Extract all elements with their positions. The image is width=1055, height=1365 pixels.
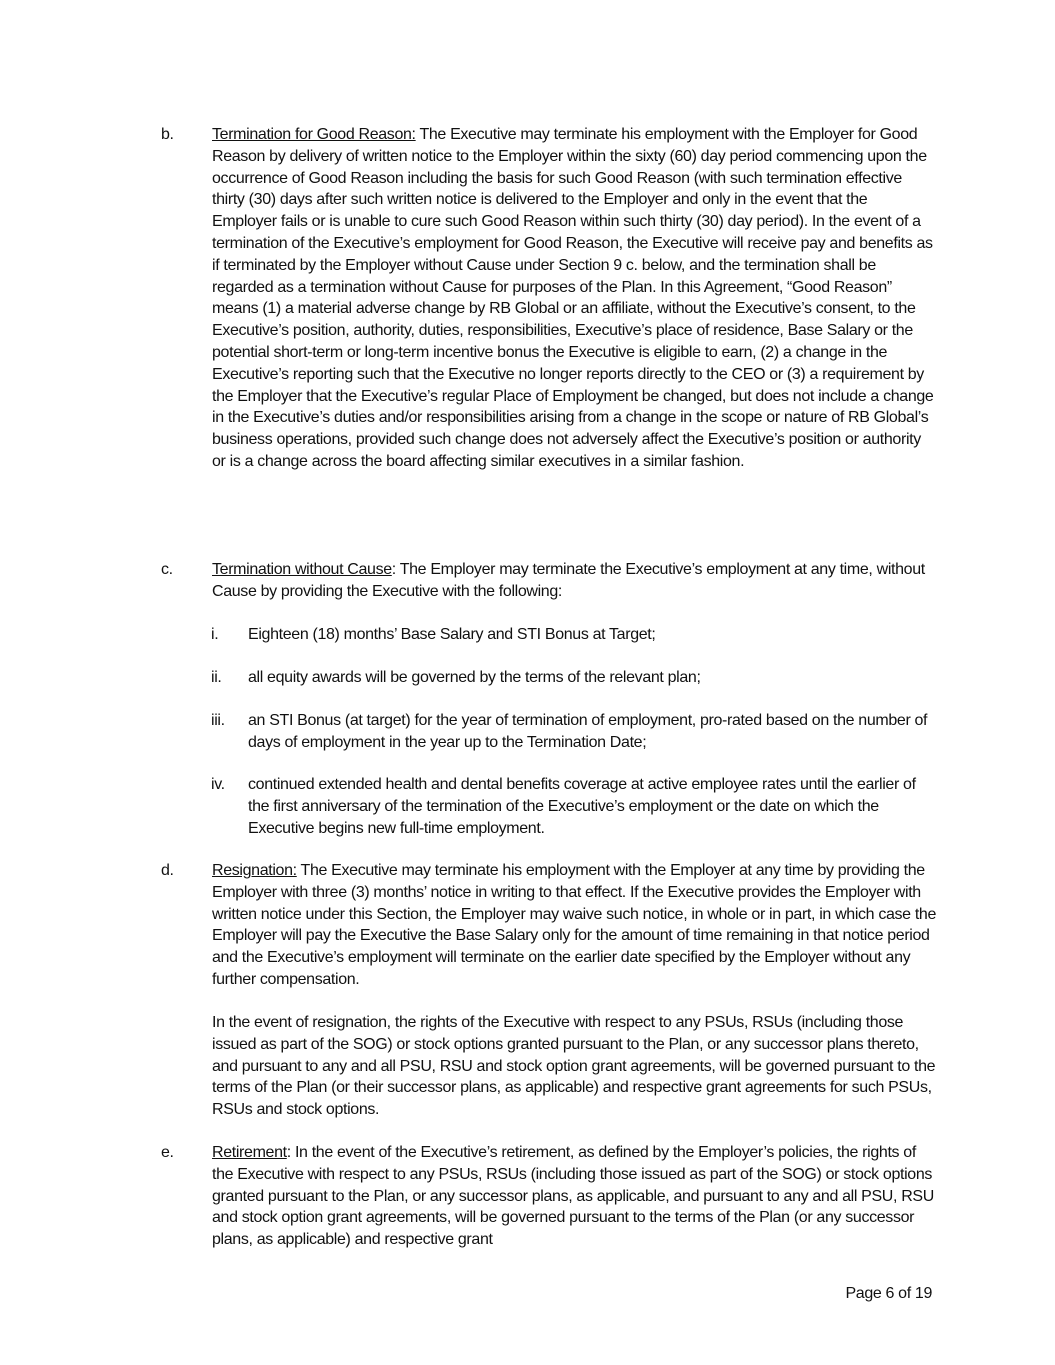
page-number: Page 6 of 19 [845,1285,932,1302]
list-item-text: an STI Bonus (at target) for the year of termination of employment, pro-rated based on the number of days of employment in the year up to the Termination Date; [248,712,928,751]
section-body [212,1142,936,1251]
list-item-text: all equity awards will be governed by the terms of the relevant plan; [248,669,701,686]
list-item-number: ii. [211,669,222,686]
section-heading: Termination without Cause [212,561,392,578]
list-item-number: iii. [211,712,225,729]
list-item-number: iv. [211,776,225,793]
section-marker: c. [161,561,173,578]
section-d-paragraph-2 [212,1012,936,1121]
list-item-number: i. [211,626,219,643]
list-item-text: Eighteen (18) months’ Base Salary and STI Bonus at Target; [248,626,656,643]
section-text: The Executive may terminate his employment with the Employer at any time by providing the Employer with three (3) months’ notice in writing to that effect. If the Executive provides the Employer with written notice under this Section, the Employer may waive such notice, in whole or in part, in which case the Employer will pay the Executive the Base Salary only for the amount of time remaining in that notice period and the Executive’s employment will terminate on the earlier date specified by the Employer without any further compensation. [212,862,937,988]
section-body [212,860,936,991]
section-marker: e. [161,1144,174,1161]
paragraph-text: In the event of resignation, the rights of the Executive with respect to any PSUs, RSUs (including those issued as part of the SOG) or stock options granted pursuant to the Plan, or any successor plans thereto, and pursuant to any and all PSU, RSU and stock option grant agreements, will be governed pursuant to the terms of the Plan (or their successor plans, as applicable) and respective grant agreements for such PSUs, RSUs and stock options. [212,1014,936,1119]
section-heading: Resignation: [212,862,297,879]
section-text: The Executive may terminate his employment with the Employer for Good Reason by delivery of written notice to the Employer within the sixty (60) day period commencing upon the occurrence of Good Reason including the basis for such Good Reason (with such termination effective thirty (30) days after such written notice is delivered to the Employer and only in the event that the Employer fails or is unable to cure such Good Reason within such thirty (30) day period). In the event of a termination of the Executive’s employment for Good Reason, the Executive will receive pay and benefits as if terminated by the Employer without Cause under Section 9 c. below, and the termination shall be regarded as a termination without Cause for purposes of the Plan. In this Agreement, “Good Reason” means (1) a material adverse change by RB Global or an affiliate, without the Executive’s consent, to the Executive’s position, authority, duties, responsibilities, Executive’s place of residence, Base Salary or the potential short-term or long-term incentive bonus the Executive is eligible to earn, (2) a change in the Executive’s reporting such that the Executive no longer reports directly to the CEO or (3) a requirement by the Employer that the Executive’s regular Place of Employment be changed, but does not include a change in the Executive’s duties and/or responsibilities arising from a change in the scope or nature of RB Global’s business operations, provided such change does not adversely affect the Executive’s position or authority or is a change across the board affecting similar executives in a similar fashion. [212,126,934,470]
section-heading: Termination for Good Reason: [212,126,416,143]
list-item-text: continued extended health and dental benefits coverage at active employee rates until the earlier of the first anniversary of the termination of the Executive’s employment or the date on which the Executive begins new full-time employment. [248,776,916,837]
section-heading: Retirement [212,1144,287,1161]
section-body [212,124,936,473]
section-marker: b. [161,126,174,143]
section-text: : The Employer may terminate the Executive’s employment at any time, without Cause by providing the Executive with the following: [212,561,925,600]
section-body [212,559,936,603]
section-text: : In the event of the Executive’s retirement, as defined by the Employer’s policies, the rights of the Executive with respect to any PSUs, RSUs (including those issued as part of the SOG) or stock options granted pursuant to the Plan, or any successor plans, as applicable, and pursuant to any and all PSU, RSU and stock option grant agreements, will be governed pursuant to the terms of the Plan (or any successor plans, as applicable) and respective grant [212,1144,934,1249]
section-marker: d. [161,862,174,879]
